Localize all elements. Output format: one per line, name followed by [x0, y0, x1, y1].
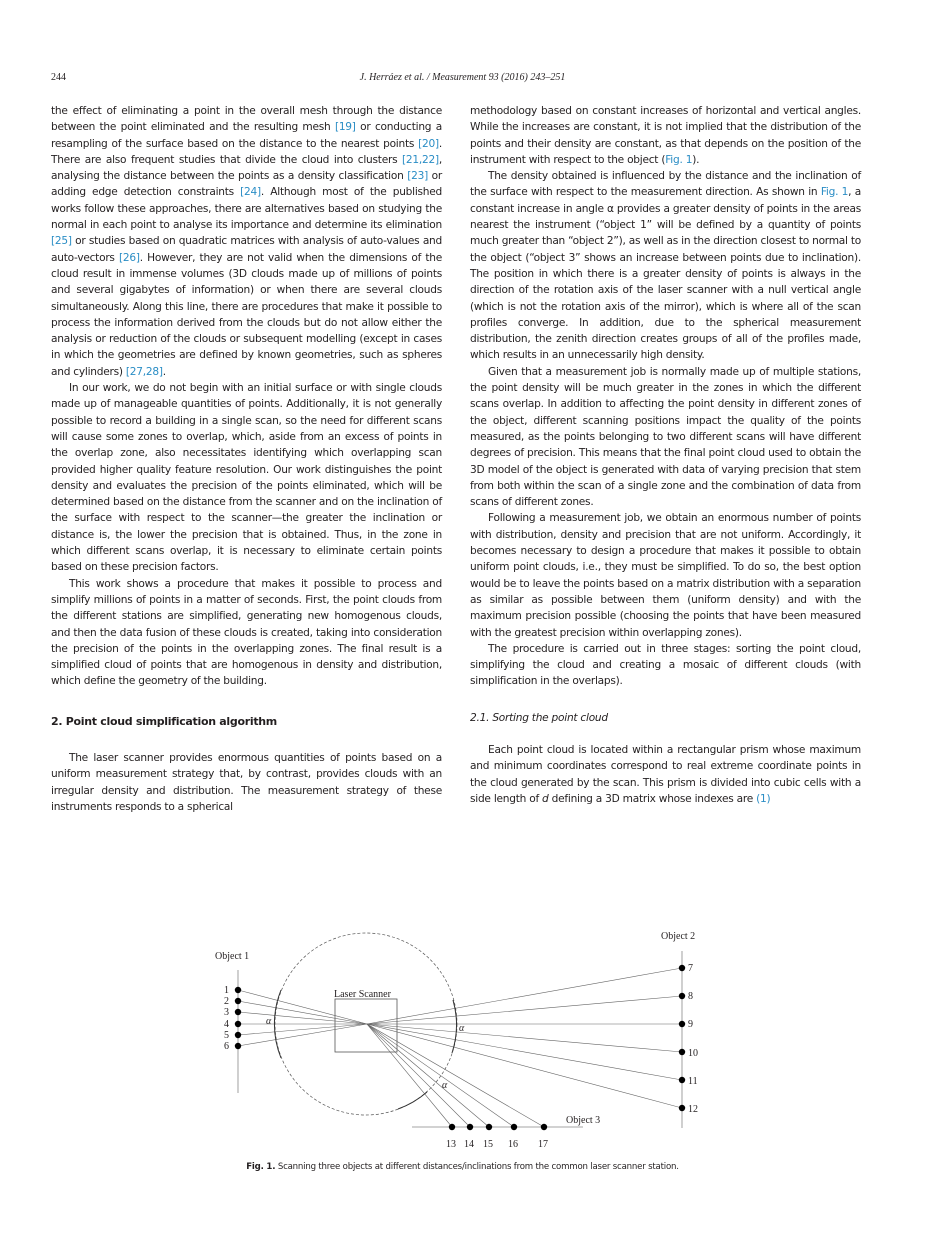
- figure-1: [0, 920, 925, 1160]
- point-label: 11: [688, 1076, 698, 1087]
- paragraph: This work shows a procedure that makes it possible to process and simplify millions of points in a matter of seconds. First, the point clouds from the different stations are simplified, generating new homogenous clouds, and then the data fusion of these clouds is created, taking into consideration the precision of the points in the overlapping zones. The final result is a simplified cloud of points that are homogenous in density and distribution, which define the geometry of the building.: [51, 577, 442, 688]
- text-run: The density obtained is influenced by the distance and the inclination of the surface with respect to the measurement direction. As shown in: [470, 170, 861, 199]
- citation-link[interactable]: [25]: [51, 235, 72, 248]
- point-label: 13: [446, 1139, 456, 1150]
- text-run: the effect of eliminating a point in the overall mesh through the distance between the point eliminated and the resulting mesh: [51, 105, 442, 134]
- object-2-label: Object 2: [661, 931, 696, 942]
- subsection-heading: 2.1. Sorting the point cloud: [470, 711, 608, 724]
- citation-link[interactable]: [19]: [334, 121, 356, 134]
- point-label: 8: [688, 991, 693, 1002]
- point-label: 17: [538, 1139, 548, 1150]
- paragraph: The laser scanner provides enormous quantities of points based on a uniform measurement strategy that, by contrast, provides clouds with an irregular density and distribution. The measurement strategy of these instruments responds to a spherical: [51, 751, 442, 813]
- paragraph: In our work, we do not begin with an initial surface or with single clouds made up of manageable quantities of points. Additionally, it is not generally possible to record a building in a single scan, so the need for different scans will cause some zones to overlap, which, aside from an excess of points in the overlap zone, also necessitates identifying which overlapping scan provided higher quality feature resolution. Our work distinguishes the point density and evaluates the precision of the points eliminated, which will be determined based on the distance from the scanner and on the inclination of the surface with respect to the scanner—the greater the inclination or distance is, the lower the precision that is obtained. Thus, in the zone in which different scans overlap, it is necessary to eliminate certain points based on these precision factors.: [51, 382, 442, 574]
- point-label: 2: [224, 996, 229, 1007]
- point-label: 6: [224, 1041, 229, 1052]
- text-run: . There are also frequent studies that divide the cloud into clusters: [51, 137, 442, 166]
- paragraph: [470, 103, 861, 168]
- point-label: 14: [464, 1139, 474, 1150]
- alpha-label: α: [442, 1080, 448, 1091]
- left-column: [51, 103, 442, 815]
- citation-link[interactable]: [26]: [118, 251, 140, 264]
- laser-scanner-box: [335, 999, 397, 1052]
- point-label: 7: [688, 963, 693, 974]
- right-column: [470, 103, 861, 807]
- text-run: methodology based on constant increases of horizontal and vertical angles. While the increases are constant, it is not implied that the distribution of the points and their density are constant, as that depends on the position of the instrument with respect to the object (: [470, 105, 861, 166]
- point-label: 5: [224, 1030, 229, 1041]
- alpha-label: α: [266, 1016, 272, 1027]
- figure-link[interactable]: Fig. 1: [665, 153, 693, 166]
- page-number: 244: [51, 72, 66, 83]
- caption-text: Scanning three objects at different distances/inclinations from the common laser scanner station.: [275, 1162, 679, 1172]
- text-run: . However, they are not valid when the dimensions of the cloud result in immense volumes (3D clouds made up of millions of points and several gigabytes of information) or when there are several clouds simultaneously. Along this line, there are procedures that make it possible to process the information derived from the clouds but do not allow either the analysis or reduction of the clouds or subsequent modelling (except in cases in which the geometries are defined by known geometries, such as spheres and cylinders): [51, 251, 442, 378]
- citation-link[interactable]: [20]: [418, 137, 439, 150]
- figure-caption: [0, 1162, 925, 1172]
- citation-link[interactable]: [27,28]: [125, 365, 163, 378]
- text-run: defining a 3D matrix whose indexes are: [548, 792, 757, 805]
- text-run: Each point cloud is located within a rectangular prism whose maximum and minimum coordinates correspond to real extreme coordinate points in the cloud generated by the scan. This prism is divided into cubic cells with a side length of: [470, 743, 861, 805]
- text-run: , a constant increase in angle α provides a greater density of points in the areas nearest the instrument (“object 1” will be defined by a quantity of points much greater than “object 2”), as well as in the direction closest to normal to the object (“object 3” shows an increase between points due to inclination). The position in which there is a greater density of points is always in the direction of the rotation axis of the laser scanner with a null vertical angle (which is not the rotation axis of the mirror), which is where all of the scan profiles converge. In addition, due to the spherical measurement distribution, the zenith direction creates groups of all of the profiles made, which results in an unnecessarily high density.: [470, 186, 861, 362]
- paragraph: Given that a measurement job is normally made up of multiple stations, the point density will be much greater in the zones in which the different scans overlap. In addition to affecting the point density in different zones of the object, different scanning positions impact the quality of the points measured, as the points belonging to two different scans will have different degrees of precision. This means that the final point cloud used to obtain the 3D model of the object is generated with data of varying precision that stem from both within the scan of a single zone and the combination of data from scans of different zones.: [470, 365, 861, 509]
- math-variable: d: [542, 792, 549, 805]
- text-run: or conducting a resampling of the surface based on the distance to the nearest points: [51, 121, 442, 150]
- journal-reference: J. Herráez et al. / Measurement 93 (2016) 243–251: [359, 72, 566, 83]
- figure-link[interactable]: Fig. 1: [820, 186, 849, 199]
- running-head: [51, 72, 874, 86]
- text-run: or studies based on quadratic matrices with analysis of auto-values and auto-vectors: [51, 235, 442, 264]
- paragraph: [51, 103, 442, 380]
- citation-link[interactable]: [23]: [407, 170, 428, 183]
- point-label: 12: [688, 1104, 698, 1115]
- citation-link[interactable]: [21,22]: [402, 153, 439, 166]
- citation-link[interactable]: [24]: [240, 186, 261, 199]
- paragraph: [470, 168, 861, 364]
- text-run: or adding edge detection constraints: [51, 170, 442, 199]
- object-3-label: Object 3: [566, 1115, 601, 1126]
- text-run: . Although most of the published works follow these approaches, there are alternatives based on studying the normal in each point to analyse its importance and determine its elimination: [51, 186, 442, 232]
- caption-label: Fig. 1.: [246, 1162, 276, 1172]
- object-1-label: Object 1: [215, 951, 250, 962]
- scanner-label: Laser Scanner: [334, 989, 391, 1000]
- scanning-diagram: [0, 920, 925, 1160]
- point-label: 1: [224, 985, 229, 996]
- paragraph: The procedure is carried out in three stages: sorting the point cloud, simplifying the cloud and creating a mosaic of different clouds (with simplification in the overlaps).: [470, 642, 861, 688]
- rays-object-2: [367, 968, 682, 1108]
- section-heading: 2. Point cloud simplification algorithm: [51, 714, 277, 728]
- paragraph: [470, 742, 861, 807]
- alpha-arc-object-3: [398, 1092, 427, 1109]
- alpha-label: α: [459, 1023, 465, 1034]
- point-label: 16: [508, 1139, 518, 1150]
- point-label: 9: [688, 1019, 693, 1030]
- paragraph: Following a measurement job, we obtain an enormous number of points with distribution, density and precision that are not uniform. Accordingly, it becomes necessary to design a procedure that makes it possible to obtain uniform point clouds, i.e., they must be simplified. To do so, the best option would be to leave the points based on a matrix distribution with a separation as similar as possible between them (uniform density) and with the maximum precision possible (choosing the points that have been measured with the greatest precision within overlapping zones).: [470, 512, 861, 639]
- text-run: .: [162, 365, 166, 378]
- equation-link[interactable]: (1): [756, 792, 771, 805]
- point-label: 10: [688, 1048, 698, 1059]
- point-label: 15: [483, 1139, 493, 1150]
- text-run: , analysing the distance between the points as a density classification: [51, 153, 442, 183]
- text-run: ).: [692, 153, 700, 166]
- point-label: 4: [224, 1019, 229, 1030]
- point-label: 3: [224, 1007, 229, 1018]
